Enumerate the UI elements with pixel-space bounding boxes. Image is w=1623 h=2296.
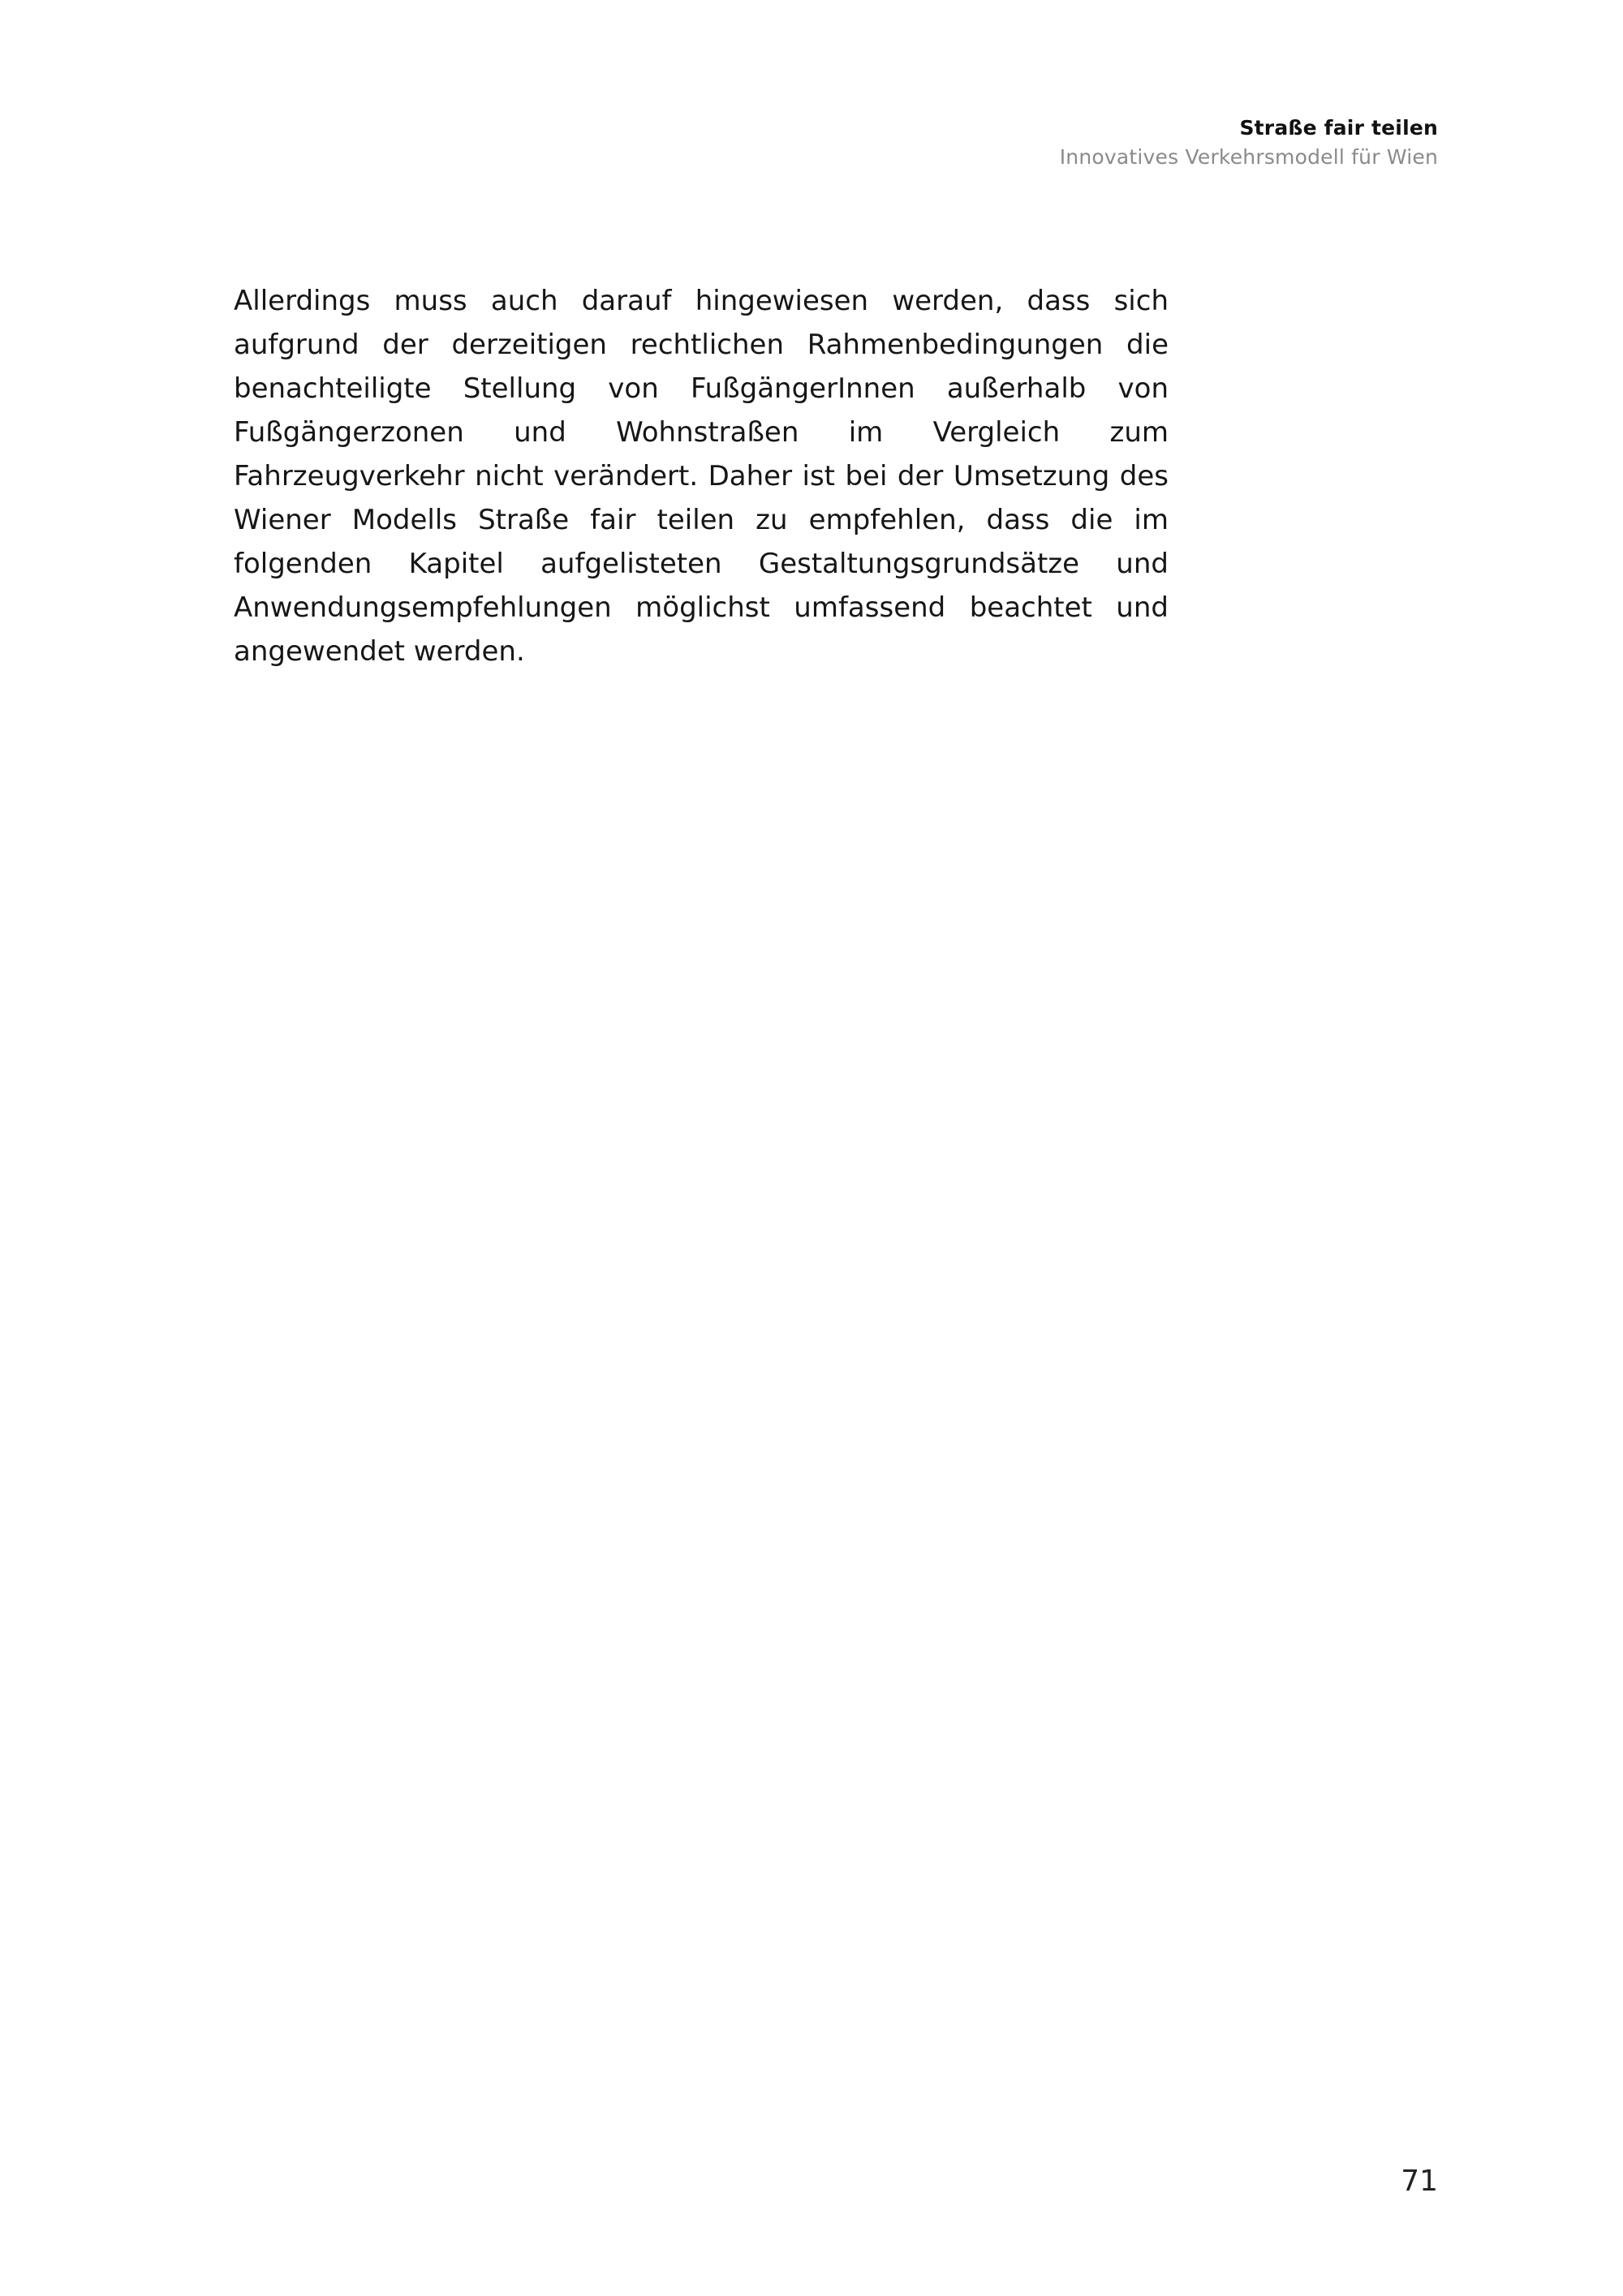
page-number: 71 — [1401, 2165, 1438, 2198]
document-title: Straße fair teilen — [1239, 116, 1438, 140]
body-paragraph: Allerdings muss auch darauf hingewiesen werden, dass sich aufgrund der derzeitigen rechtlichen Rahmenbedingungen die benachteiligte Stellung von FußgängerInnen außerhalb von Fußgängerzonen und Wohnstraßen im Vergleich zum Fahrzeugverkehr nicht verändert. Daher ist bei der Umsetzung des Wiener Modells Straße fair teilen zu empfehlen, dass die im folgenden Kapitel aufgelisteten Gestaltungsgrundsätze und Anwendungsempfehlungen möglichst umfassend beachtet und angewendet werden. — [234, 285, 1169, 668]
document-subtitle: Innovatives Verkehrsmodell für Wien — [1059, 145, 1438, 169]
running-header — [1060, 114, 1438, 172]
